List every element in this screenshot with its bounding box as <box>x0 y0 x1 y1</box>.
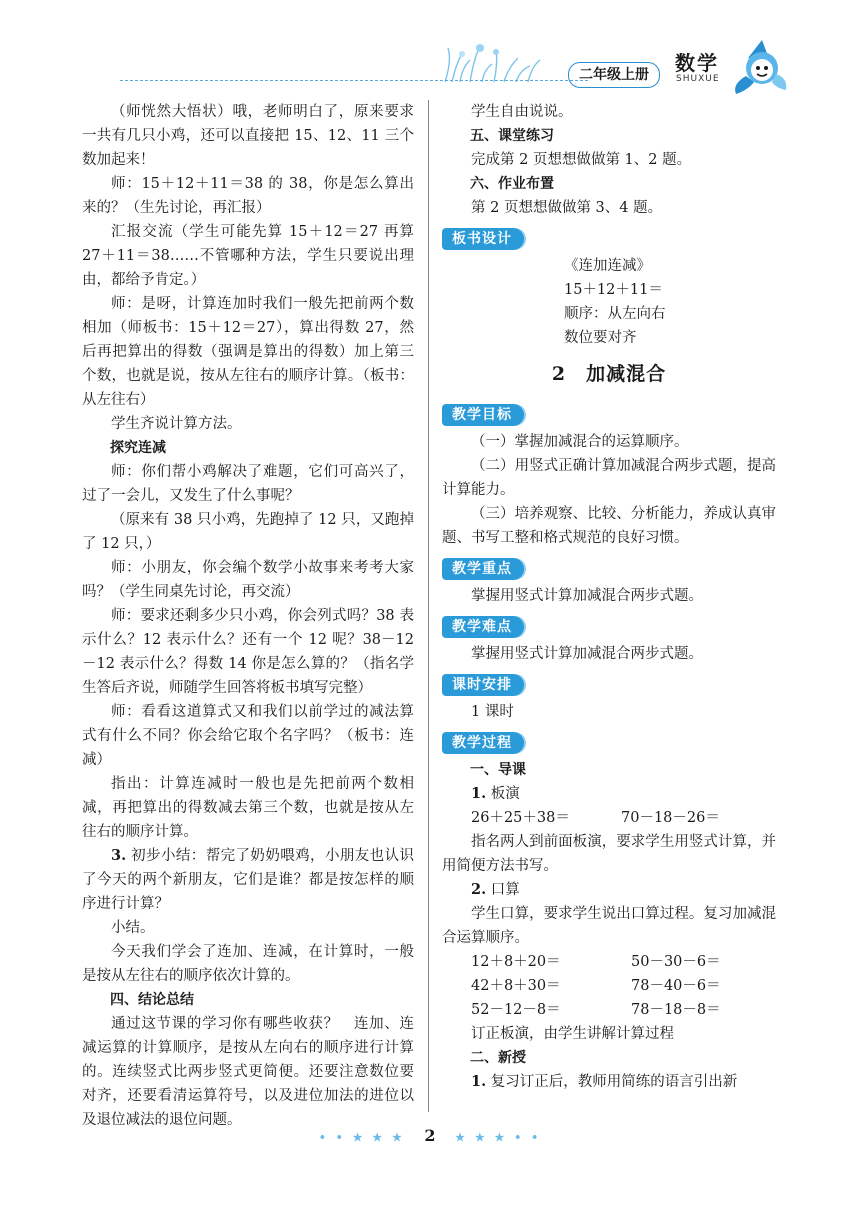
paragraph: 师：是呀，计算连加时我们一般先把前两个数相加（师板书：15＋12＝27），算出得数 27，然后再把算出的得数（强调是算出的得数）加上第三个数，也就是说，按从左往右的顺序计算。（板书：从左往右） <box>82 296 414 408</box>
paragraph: 学生齐说计算方法。 <box>111 416 242 432</box>
step-text: 板演 <box>486 786 520 802</box>
formula: 26＋25＋38＝ <box>471 810 570 826</box>
paragraph: 订正板演，由学生讲解计算过程 <box>471 1026 674 1042</box>
step-number: 1. <box>471 785 487 802</box>
step-text: 口算 <box>486 882 520 898</box>
board-line: 15＋12＋11＝ <box>564 282 663 298</box>
column-divider <box>428 100 429 1112</box>
section-heading: 四、结论总结 <box>110 992 194 1008</box>
goal-item: （三）培养观察、比较、分析能力，养成认真审题、书写工整和格式规范的良好习惯。 <box>442 506 776 546</box>
page-number: 2 <box>424 1126 436 1145</box>
paragraph: 指名两人到前面板演，要求学生用竖式计算，并用简便方法书写。 <box>442 834 776 874</box>
step-number: 1. <box>471 1073 487 1090</box>
tag-board-design: 板书设计 <box>442 228 524 250</box>
paragraph: 师：15＋12＋11＝38 的 38，你是怎么算出来的？（生先讨论，再汇报） <box>82 176 414 216</box>
formula-row <box>442 806 776 830</box>
subject-pinyin: SHUXUE <box>676 74 720 84</box>
formula: 12＋8＋20＝ <box>471 954 561 970</box>
paragraph: 师：小朋友，你会编个数学小故事来考考大家吗？（学生同桌先讨论，再交流） <box>82 560 414 600</box>
paragraph: 1 课时 <box>471 704 514 720</box>
formula: 78－40－6＝ <box>631 978 721 994</box>
mascot-icon <box>728 38 792 98</box>
section-heading: 一、导课 <box>470 762 526 778</box>
tag-schedule: 课时安排 <box>442 674 524 696</box>
grass-flower-decoration <box>440 40 550 84</box>
paragraph: 第 2 页想想做做第 3、4 题。 <box>471 200 663 216</box>
paragraph: 通过这节课的学习你有哪些收获？ 连加、连减运算的计算顺序，是按从左向右的顺序进行计算的。连续竖式比两步竖式更简便。还要注意数位要对齐，还要看清运算符号，以及进位加法的进位以及退位减法的退位问题。 <box>82 1016 414 1128</box>
page-footer <box>0 1126 860 1145</box>
formula: 50－30－6＝ <box>631 954 721 970</box>
header-rule <box>120 80 588 81</box>
step-number: 2. <box>471 881 487 898</box>
subject-title: 数学 <box>675 51 719 75</box>
paragraph: 今天我们学会了连加、连减，在计算时，一般是按从左往右的顺序依次计算的。 <box>82 944 414 984</box>
step-text: 复习订正后，教师用简练的语言引出新 <box>486 1074 738 1090</box>
tag-key-points: 教学重点 <box>442 558 524 580</box>
paragraph <box>82 844 414 916</box>
section-heading: 六、作业布置 <box>470 176 554 192</box>
tag-difficult-points: 教学难点 <box>442 616 524 638</box>
formula: 42＋8＋30＝ <box>471 978 561 994</box>
lesson-title: 2 加减混合 <box>551 363 667 385</box>
paragraph <box>442 782 776 806</box>
paragraph: 学生口算，要求学生说出口算过程。复习加减混合运算顺序。 <box>442 906 776 946</box>
grade-badge: 二年级上册 <box>568 62 660 88</box>
star-decoration-icon: • • ★ ★ ★ <box>318 1131 405 1144</box>
goal-item: （二）用竖式正确计算加减混合两步式题，提高计算能力。 <box>442 458 776 498</box>
formula-row <box>442 950 776 974</box>
section-heading: 五、课堂练习 <box>470 128 554 144</box>
paragraph: 汇报交流（学生可能先算 15＋12＝27 再算 27＋11＝38……不管哪种方法，学生只要说出理由，都给予肯定。） <box>82 224 414 288</box>
tag-teaching-goals: 教学目标 <box>442 404 524 426</box>
step-text: 初步小结：帮完了奶奶喂鸡，小朋友也认识了今天的两个新朋友，它们是谁？都是按怎样的顺序进行计算？ <box>82 848 414 912</box>
paragraph: （师恍然大悟状）哦，老师明白了，原来要求一共有几只小鸡，还可以直接把 15、12、11 三个数加起来！ <box>82 104 414 168</box>
goal-item: （一）掌握加减混合的运算顺序。 <box>471 434 689 450</box>
paragraph <box>442 1070 776 1094</box>
paragraph: 指出：计算连减时一般也是先把前两个数相减，再把算出的得数减去第三个数，也就是按从左往右的顺序计算。 <box>82 776 414 840</box>
formula: 70－18－26＝ <box>621 810 720 826</box>
paragraph: 师：看看这道算式又和我们以前学过的减法算式有什么不同？你会给它取个名字吗？（板书：连减） <box>82 704 414 768</box>
paragraph: 掌握用竖式计算加减混合两步式题。 <box>471 646 703 662</box>
section-heading: 二、新授 <box>470 1050 526 1066</box>
board-line: 《连加连减》 <box>564 258 651 274</box>
formula: 52－12－8＝ <box>471 1002 561 1018</box>
tag-teaching-process: 教学过程 <box>442 732 524 754</box>
formula: 78－18－8＝ <box>631 1002 721 1018</box>
board-line: 数位要对齐 <box>564 330 637 346</box>
paragraph: 完成第 2 页想想做做第 1、2 题。 <box>471 152 692 168</box>
paragraph: （原来有 38 只小鸡，先跑掉了 12 只，又跑掉了 12 只，） <box>82 512 414 552</box>
formula-row <box>442 974 776 998</box>
formula-row <box>442 998 776 1022</box>
paragraph: 师：你们帮小鸡解决了难题，它们可高兴了，过了一会儿，又发生了什么事呢？ <box>82 464 414 504</box>
paragraph <box>442 878 776 902</box>
right-column <box>442 100 776 1094</box>
paragraph: 掌握用竖式计算加减混合两步式题。 <box>471 588 703 604</box>
left-column <box>82 100 414 1132</box>
step-number: 3. <box>111 847 127 864</box>
paragraph: 师：要求还剩多少只小鸡，你会列式吗？38 表示什么？12 表示什么？还有一个 12 呢？38－12－12 表示什么？得数 14 你是怎么算的？（指名学生答后齐说，师随学生回答将板书填写完整） <box>82 608 414 696</box>
subheading: 探究连减 <box>110 440 166 456</box>
star-decoration-icon: ★ ★ ★ • • <box>455 1131 542 1144</box>
paragraph: 学生自由说说。 <box>471 104 573 120</box>
board-line: 顺序：从左向右 <box>564 306 666 322</box>
paragraph: 小结。 <box>111 920 155 936</box>
